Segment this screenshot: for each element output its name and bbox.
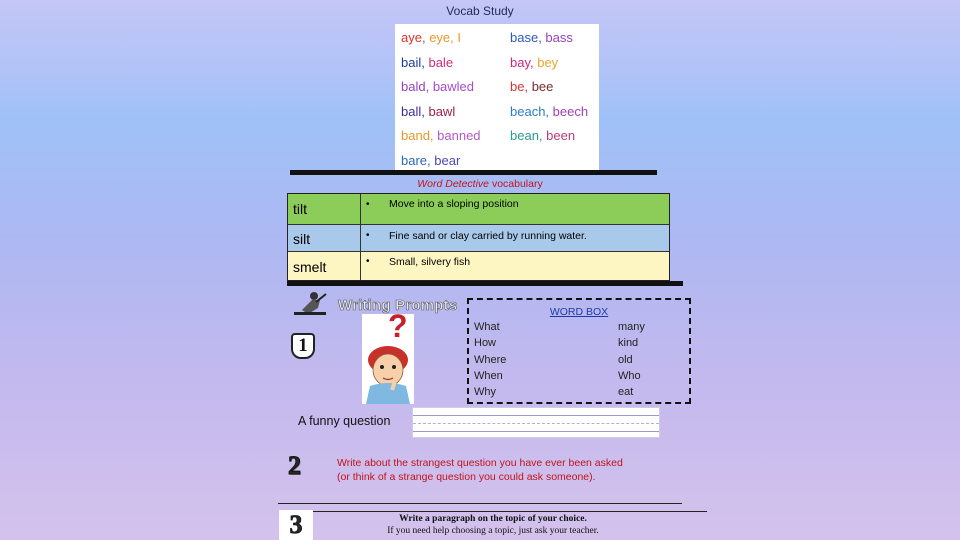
vocab-word-first: bean, (510, 128, 543, 144)
writing-line-dashed (413, 423, 659, 424)
writing-line (413, 431, 659, 432)
vocab-definition: Fine sand or clay carried by running water. (389, 230, 587, 242)
word-detective-title: Word Detective vocabulary (417, 178, 543, 190)
word-box-word: Who (618, 369, 641, 382)
question-mark-icon: ? (388, 308, 408, 344)
writing-lines-area[interactable] (412, 407, 660, 438)
writing-line (413, 415, 659, 416)
prompt-2-line-2: (or think of a strange question you could ask someone). (337, 471, 596, 483)
separator-line (278, 503, 682, 504)
vocab-word-rest: bass (541, 30, 573, 45)
vocab-word-first: base, (510, 30, 542, 45)
vocab-pair (401, 55, 453, 70)
vocab-word-first: bail, (401, 54, 425, 70)
word-box-word: What (474, 321, 500, 333)
vocab-pair (510, 104, 588, 119)
table-row (288, 225, 669, 252)
writing-prompts-title: Writing Prompts (338, 297, 458, 314)
number-1-badge (291, 333, 315, 359)
word-box-title: WORD BOX (549, 306, 609, 318)
word-box-word: Where (474, 353, 507, 366)
vocab-word: smelt (293, 259, 327, 275)
vocab-word-rest: eye, I (425, 30, 461, 45)
vocab-word-rest: bey (533, 54, 559, 70)
vocab-word-first: bay, (510, 54, 534, 70)
prompt-3-line-2: If you need help choosing a topic, just ask your teacher. (387, 526, 599, 536)
table-row (288, 194, 669, 225)
word-detective-table (287, 193, 670, 281)
child-face-icon (362, 340, 414, 404)
vocab-pair (510, 55, 558, 70)
column-divider (360, 194, 361, 224)
number-2-label: 2 (288, 451, 301, 480)
vocab-word-rest: been (542, 128, 576, 144)
writing-person-icon (290, 288, 330, 320)
vocab-word-first: bald, (401, 79, 430, 95)
word-box-word: many (618, 321, 645, 333)
vocab-word-rest: bawl (424, 103, 456, 119)
vocab-word-rest: beech (549, 103, 589, 119)
word-box-word: When (474, 369, 503, 382)
vocab-pair (510, 128, 575, 143)
divider-bar-bottom (287, 281, 683, 286)
vocab-pair (401, 104, 455, 119)
prompt-2-line-1: Write about the strangest question you have ever been asked (337, 457, 623, 469)
vocab-word-rest: bawled (429, 79, 475, 95)
word-box-word: kind (618, 337, 639, 350)
vocab-word-rest: banned (433, 128, 481, 144)
column-divider (360, 225, 361, 251)
vocab-pair (401, 30, 461, 45)
word-box-word: eat (618, 386, 634, 399)
word-box-word: How (474, 337, 497, 350)
number-3-label: 3 (289, 510, 303, 539)
prompt-2-text (337, 456, 623, 484)
vocab-word-first: aye, (401, 30, 426, 45)
vocab-word-first: be, (510, 79, 529, 95)
vocab-word-first: bare, (401, 153, 431, 168)
vocab-word-rest: bear (430, 153, 461, 168)
vocab-pair (401, 79, 474, 94)
column-divider (360, 252, 361, 280)
vocab-word-first: band, (401, 128, 434, 144)
prompt-1-label: A funny question (298, 414, 391, 428)
number-1-label: 1 (298, 335, 308, 356)
vocab-word-rest: bale (424, 54, 454, 70)
word-box (467, 298, 691, 404)
vocab-word-rest: bee (528, 79, 554, 95)
thinking-child-illustration (362, 308, 414, 404)
vocab-study-card (395, 24, 599, 172)
divider-bar-top (290, 170, 657, 175)
vocab-word: tilt (293, 201, 307, 217)
word-box-word: old (618, 353, 633, 366)
vocab-definition: Small, silvery fish (389, 256, 471, 268)
vocab-word: silt (293, 231, 311, 247)
separator-line (310, 511, 707, 512)
bullet: • (366, 256, 370, 267)
prompt-3-line-1: Write a paragraph on the topic of your choice. (399, 514, 587, 524)
vocab-pair (510, 30, 573, 45)
bullet: • (366, 199, 370, 210)
number-3-badge (279, 510, 313, 540)
vocab-word-first: ball, (401, 103, 425, 119)
vocab-pair (401, 153, 460, 168)
vocab-definition: Move into a sloping position (389, 198, 519, 210)
vocab-pair (401, 128, 481, 143)
slide-title: Vocab Study (446, 4, 514, 18)
vocab-pair (510, 79, 553, 94)
prompt-3-text (320, 513, 666, 537)
word-box-word: Why (474, 386, 496, 399)
table-row (288, 252, 669, 280)
bullet: • (366, 230, 370, 241)
vocab-word-first: beach, (510, 103, 550, 119)
